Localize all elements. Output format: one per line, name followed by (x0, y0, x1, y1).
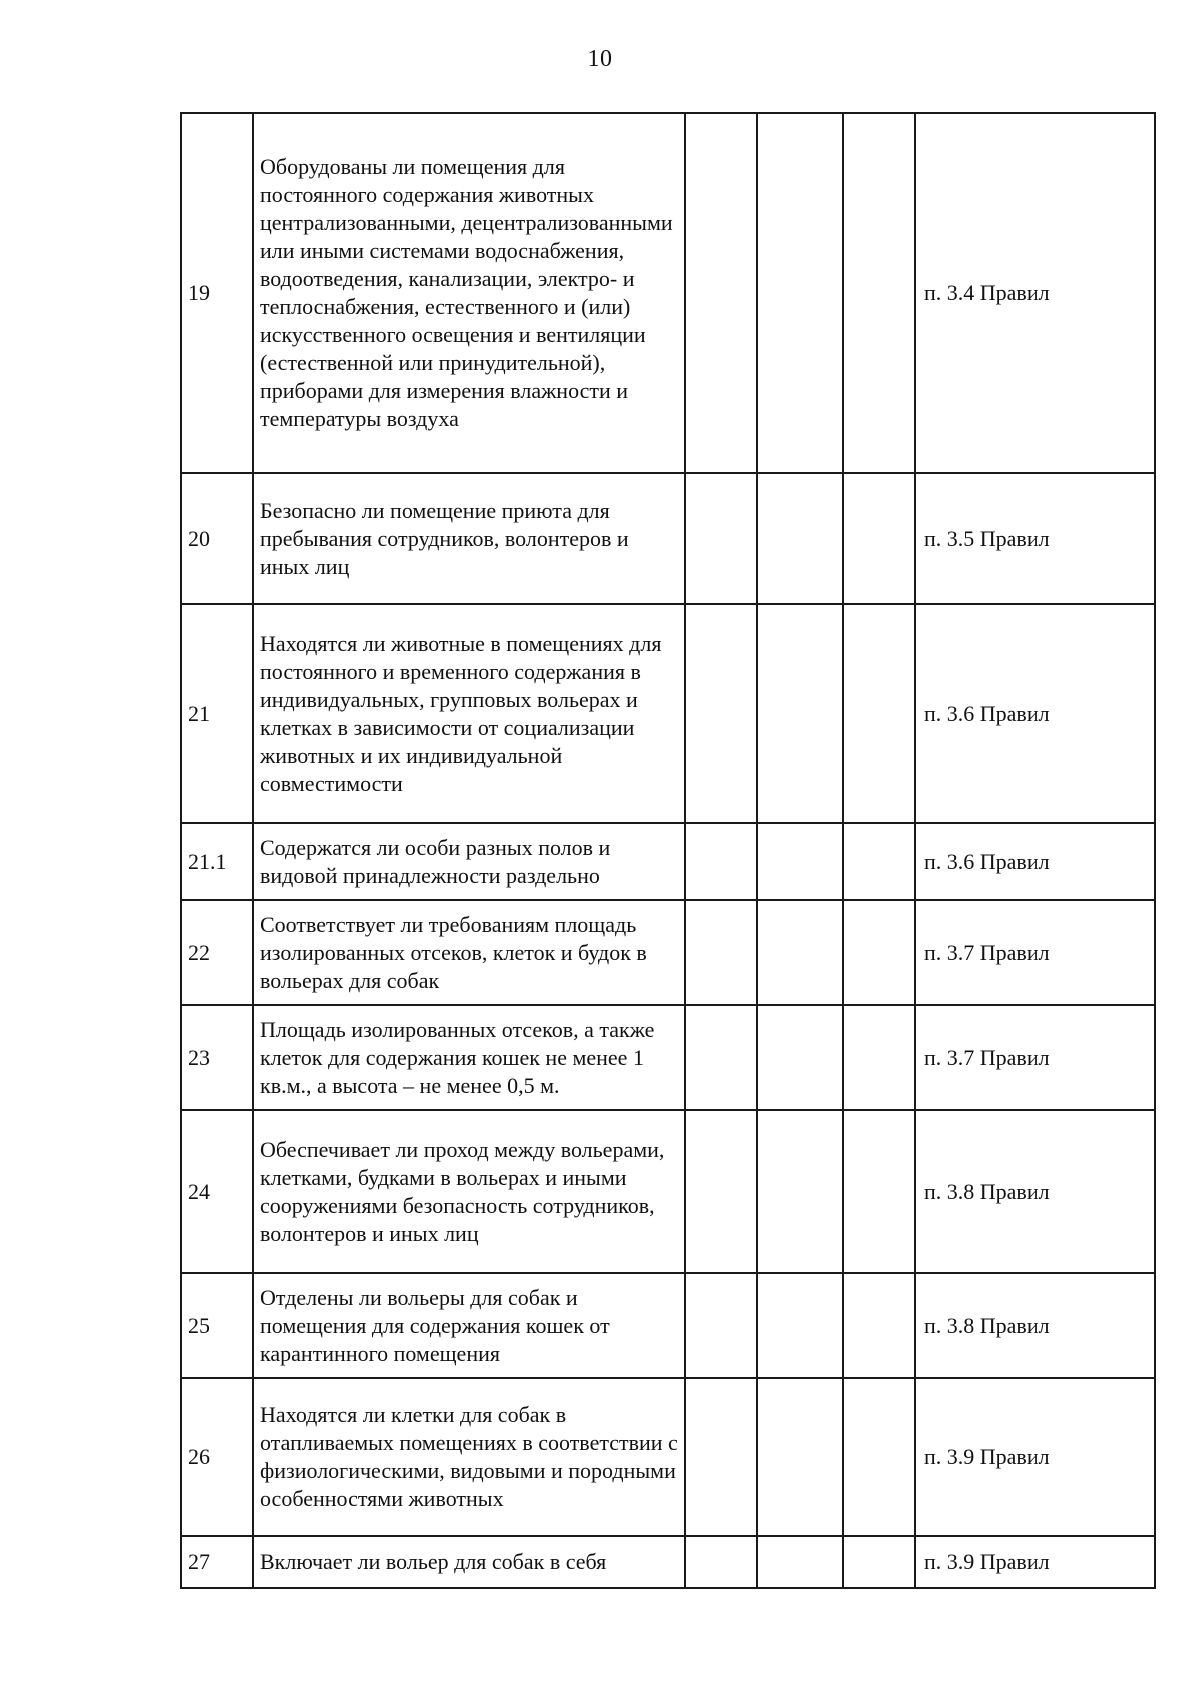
answer-cell-no (757, 1378, 843, 1536)
question-text: Находятся ли животные в помещениях для постоянного и временного содержания в индивидуальных, групповых вольерах и клетках в зависимости от социализации животных и их индивидуальной совместимости (253, 604, 685, 823)
answer-cell-na (843, 113, 915, 473)
table-row (181, 1536, 1155, 1588)
question-text: Оборудованы ли помещения для постоянного содержания животных централизованными, децентрализованными или иными системами водоснабжения, водоотведения, канализации, электро- и теплоснабжения, естественного и (или) искусственного освещения и вентиляции (естественной или принудительной), приборами для измерения влажности и температуры воздуха (253, 113, 685, 473)
table-row (181, 1273, 1155, 1378)
table-row (181, 1378, 1155, 1536)
rule-reference: п. 3.9 Правил (915, 1536, 1155, 1588)
answer-cell-na (843, 900, 915, 1005)
answer-cell-no (757, 900, 843, 1005)
answer-cell-na (843, 1005, 915, 1110)
question-text: Содержатся ли особи разных полов и видовой принадлежности раздельно (253, 823, 685, 900)
answer-cell-yes (685, 823, 757, 900)
rule-reference: п. 3.7 Правил (915, 1005, 1155, 1110)
row-number: 24 (181, 1110, 253, 1273)
question-text: Обеспечивает ли проход между вольерами, клетками, будками в вольерах и иными сооружениями безопасность сотрудников, волонтеров и иных лиц (253, 1110, 685, 1273)
checklist-table (180, 112, 1156, 1589)
answer-cell-no (757, 604, 843, 823)
answer-cell-no (757, 823, 843, 900)
table-row (181, 473, 1155, 604)
answer-cell-no (757, 1273, 843, 1378)
row-number: 21 (181, 604, 253, 823)
question-text: Включает ли вольер для собак в себя (253, 1536, 685, 1588)
rule-reference: п. 3.4 Правил (915, 113, 1155, 473)
rule-reference: п. 3.5 Правил (915, 473, 1155, 604)
question-text: Находятся ли клетки для собак в отапливаемых помещениях в соответствии с физиологическими, видовыми и породными особенностями животных (253, 1378, 685, 1536)
answer-cell-no (757, 113, 843, 473)
answer-cell-yes (685, 900, 757, 1005)
answer-cell-no (757, 1005, 843, 1110)
row-number: 20 (181, 473, 253, 604)
answer-cell-na (843, 604, 915, 823)
table-row (181, 823, 1155, 900)
rule-reference: п. 3.8 Правил (915, 1273, 1155, 1378)
answer-cell-no (757, 1536, 843, 1588)
question-text: Отделены ли вольеры для собак и помещения для содержания кошек от карантинного помещения (253, 1273, 685, 1378)
row-number: 27 (181, 1536, 253, 1588)
table-row (181, 900, 1155, 1005)
rule-reference: п. 3.8 Правил (915, 1110, 1155, 1273)
answer-cell-yes (685, 604, 757, 823)
rule-reference: п. 3.6 Правил (915, 823, 1155, 900)
row-number: 22 (181, 900, 253, 1005)
answer-cell-yes (685, 473, 757, 604)
answer-cell-no (757, 1110, 843, 1273)
question-text: Соответствует ли требованиям площадь изолированных отсеков, клеток и будок в вольерах для собак (253, 900, 685, 1005)
answer-cell-yes (685, 113, 757, 473)
row-number: 23 (181, 1005, 253, 1110)
row-number: 19 (181, 113, 253, 473)
table-row (181, 113, 1155, 473)
answer-cell-na (843, 1378, 915, 1536)
answer-cell-yes (685, 1005, 757, 1110)
page-number: 10 (587, 46, 613, 72)
table-row (181, 1005, 1155, 1110)
table-row (181, 604, 1155, 823)
answer-cell-na (843, 1536, 915, 1588)
row-number: 25 (181, 1273, 253, 1378)
answer-cell-yes (685, 1110, 757, 1273)
answer-cell-yes (685, 1273, 757, 1378)
rule-reference: п. 3.6 Правил (915, 604, 1155, 823)
answer-cell-yes (685, 1536, 757, 1588)
row-number: 21.1 (181, 823, 253, 900)
answer-cell-yes (685, 1378, 757, 1536)
answer-cell-na (843, 473, 915, 604)
table-row (181, 1110, 1155, 1273)
question-text: Безопасно ли помещение приюта для пребывания сотрудников, волонтеров и иных лиц (253, 473, 685, 604)
rule-reference: п. 3.9 Правил (915, 1378, 1155, 1536)
row-number: 26 (181, 1378, 253, 1536)
answer-cell-na (843, 823, 915, 900)
rule-reference: п. 3.7 Правил (915, 900, 1155, 1005)
answer-cell-na (843, 1273, 915, 1378)
answer-cell-no (757, 473, 843, 604)
answer-cell-na (843, 1110, 915, 1273)
question-text: Площадь изолированных отсеков, а также клеток для содержания кошек не менее 1 кв.м., а высота – не менее 0,5 м. (253, 1005, 685, 1110)
